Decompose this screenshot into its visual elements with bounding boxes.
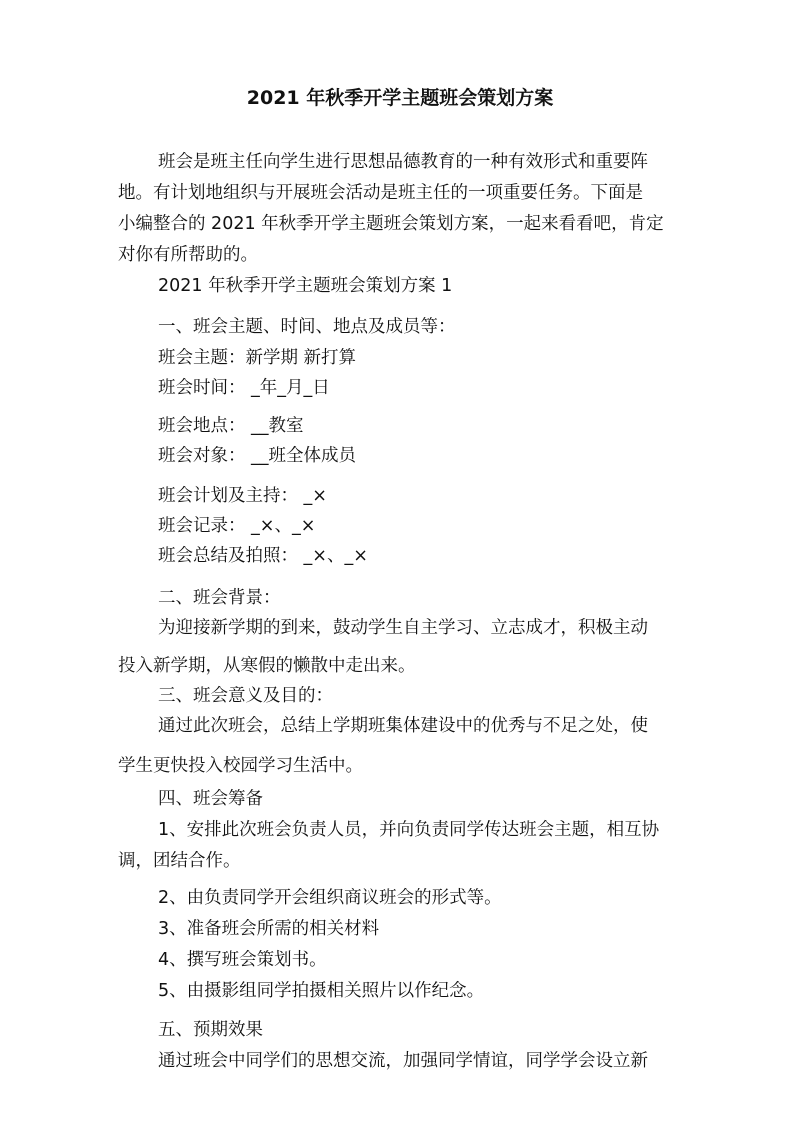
paragraph-line: 为迎接新学期的到来，鼓动学生自主学习、立志成才，积极主动 <box>158 618 648 638</box>
list-item: 5、由摄影组同学拍摄相关照片以作纪念。 <box>158 981 485 1001</box>
intro-line: 对你有所帮助的。 <box>118 245 258 265</box>
list-item-continuation: 调，团结合作。 <box>118 851 241 871</box>
plan-heading: 2021 年秋季开学主题班会策划方案 1 <box>158 276 453 296</box>
intro-line: 小编整合的 2021 年秋季开学主题班会策划方案，一起来看看吧，肯定 <box>118 214 664 234</box>
section-heading: 四、班会筹备 <box>158 789 263 809</box>
paragraph-line: 通过班会中同学们的思想交流，加强同学情谊，同学学会设立新 <box>158 1051 648 1071</box>
list-item: 1、安排此次班会负责人员，并向负责同学传达班会主题，相互协 <box>158 820 660 840</box>
meeting-theme: 班会主题：新学期 新打算 <box>158 348 357 368</box>
section-heading: 五、预期效果 <box>158 1020 263 1040</box>
section-heading: 二、班会背景： <box>158 588 281 608</box>
meeting-host: 班会计划及主持： _× <box>158 486 327 506</box>
meeting-recorder: 班会记录： _×、_× <box>158 516 316 536</box>
meeting-time: 班会时间： _年_月_日 <box>158 378 330 398</box>
section-heading: 一、班会主题、时间、地点及成员等： <box>158 317 456 337</box>
list-item: 3、准备班会所需的相关材料 <box>158 919 380 939</box>
intro-line: 地。有计划地组织与开展班会活动是班主任的一项重要任务。下面是 <box>118 183 643 203</box>
list-item: 2、由负责同学开会组织商议班会的形式等。 <box>158 888 502 908</box>
section-heading: 三、班会意义及目的： <box>158 686 333 706</box>
meeting-audience: 班会对象： __班全体成员 <box>158 446 357 466</box>
paragraph-line: 学生更快投入校园学习生活中。 <box>118 756 363 776</box>
paragraph-line: 投入新学期，从寒假的懒散中走出来。 <box>118 656 416 676</box>
meeting-summary-photo: 班会总结及拍照： _×、_× <box>158 546 368 566</box>
document-title: 2021 年秋季开学主题班会策划方案 <box>246 87 554 109</box>
intro-line: 班会是班主任向学生进行思想品德教育的一种有效形式和重要阵 <box>158 152 648 172</box>
meeting-place: 班会地点： __教室 <box>158 416 304 436</box>
paragraph-line: 通过此次班会，总结上学期班集体建设中的优秀与不足之处，使 <box>158 716 648 736</box>
list-item: 4、撰写班会策划书。 <box>158 950 327 970</box>
